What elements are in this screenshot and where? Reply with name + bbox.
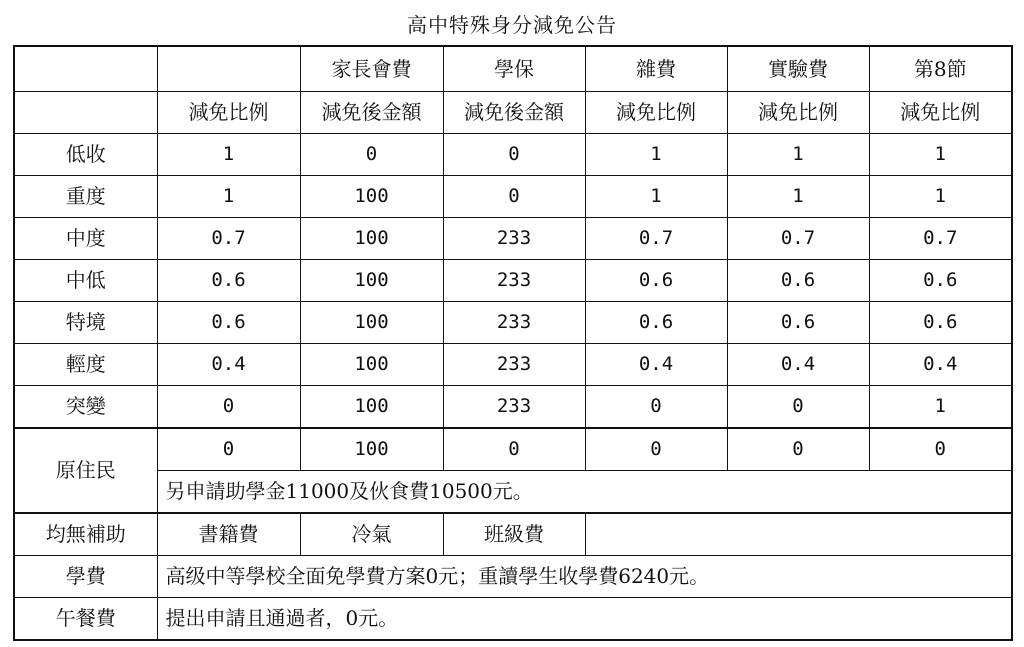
table-cell: 0.7: [727, 218, 869, 260]
table-cell: 0: [443, 134, 585, 176]
column-subheader: 減免後金額: [443, 92, 585, 134]
table-cell: 100: [300, 218, 443, 260]
table-cell: 0: [727, 386, 869, 429]
table-cell: 0.6: [585, 302, 727, 344]
table-cell: 0.6: [869, 302, 1012, 344]
column-header: 雜費: [585, 46, 727, 92]
table-cell: 1: [869, 176, 1012, 218]
tuition-text: 高级中等學校全面免學費方案0元；重讀學生收學費6240元。: [157, 556, 1012, 598]
table-cell: 233: [443, 260, 585, 302]
table-row: [14, 46, 1012, 92]
column-subheader: 減免比例: [727, 92, 869, 134]
no-subsidy-item: 書籍費: [157, 513, 300, 556]
table-cell: 100: [300, 260, 443, 302]
table-cell: 1: [585, 176, 727, 218]
column-subheader: [14, 92, 157, 134]
table-cell: 1: [727, 176, 869, 218]
table-cell: 0: [869, 428, 1012, 471]
table-cell: 100: [300, 344, 443, 386]
table-cell: 0.4: [727, 344, 869, 386]
table-cell: 1: [869, 386, 1012, 429]
table-cell: 0.6: [727, 260, 869, 302]
table-cell: 0.6: [869, 260, 1012, 302]
column-subheader: 減免比例: [869, 92, 1012, 134]
column-header: 學保: [443, 46, 585, 92]
row-label: 中度: [14, 218, 157, 260]
table-cell: 0: [585, 428, 727, 471]
table-cell: 0.7: [869, 218, 1012, 260]
row-label: 特境: [14, 302, 157, 344]
table-row: [14, 428, 1012, 471]
row-label: 低收: [14, 134, 157, 176]
table-row: [14, 471, 1012, 514]
column-subheader: 減免比例: [585, 92, 727, 134]
table-cell: 0: [443, 428, 585, 471]
table-cell: 0.6: [585, 260, 727, 302]
table-cell: 0.4: [869, 344, 1012, 386]
table-cell: 0.4: [585, 344, 727, 386]
table-row: [14, 134, 1012, 176]
table-cell: 1: [585, 134, 727, 176]
no-subsidy-item: 冷氣: [300, 513, 443, 556]
table-row: [14, 513, 1012, 556]
table-cell: 0.6: [157, 302, 300, 344]
column-header: [157, 46, 300, 92]
table-cell: 233: [443, 302, 585, 344]
table-row: [14, 302, 1012, 344]
table-row: [14, 386, 1012, 429]
row-label: 中低: [14, 260, 157, 302]
column-subheader: 減免後金額: [300, 92, 443, 134]
aboriginal-note: 另申請助學金11000及伙食費10500元。: [157, 471, 1012, 514]
table-cell: 233: [443, 344, 585, 386]
table-cell: 233: [443, 386, 585, 429]
table-cell: 0: [157, 428, 300, 471]
row-label: 學費: [14, 556, 157, 598]
table-cell: 100: [300, 428, 443, 471]
table-cell: 1: [157, 134, 300, 176]
column-header: 家長會費: [300, 46, 443, 92]
row-label: 輕度: [14, 344, 157, 386]
table-cell: 0: [443, 176, 585, 218]
table-row: [14, 218, 1012, 260]
table-cell: 0.6: [157, 260, 300, 302]
table-cell: 1: [157, 176, 300, 218]
table-cell: 0: [157, 386, 300, 429]
table-cell: 100: [300, 386, 443, 429]
table-cell: 0.7: [585, 218, 727, 260]
table-row: [14, 176, 1012, 218]
no-subsidy-item: 班級費: [443, 513, 585, 556]
table-cell: 0.7: [157, 218, 300, 260]
table-row: [14, 598, 1012, 641]
page-title: 高中特殊身分減免公告: [407, 13, 617, 37]
lunch-text: 提出申請且通過者，0元。: [157, 598, 1012, 641]
row-label: 原住民: [14, 428, 157, 513]
table-row: [14, 260, 1012, 302]
row-label: 突變: [14, 386, 157, 429]
table-cell: 0: [585, 386, 727, 429]
empty-cell: [585, 513, 1012, 556]
table-cell: 233: [443, 218, 585, 260]
row-label: 均無補助: [14, 513, 157, 556]
column-header: 實驗費: [727, 46, 869, 92]
table-cell: 100: [300, 302, 443, 344]
row-label: 午餐費: [14, 598, 157, 641]
table-cell: 0: [300, 134, 443, 176]
table-cell: 0.4: [157, 344, 300, 386]
table-cell: 0: [727, 428, 869, 471]
column-header: 第8節: [869, 46, 1012, 92]
column-subheader: 減免比例: [157, 92, 300, 134]
table-row: [14, 92, 1012, 134]
table-cell: 1: [727, 134, 869, 176]
table-cell: 0.6: [727, 302, 869, 344]
table-row: [14, 556, 1012, 598]
table-cell: 100: [300, 176, 443, 218]
fee-reduction-table: [13, 45, 1013, 641]
table-row: [14, 344, 1012, 386]
column-header: [14, 46, 157, 92]
table-cell: 1: [869, 134, 1012, 176]
row-label: 重度: [14, 176, 157, 218]
